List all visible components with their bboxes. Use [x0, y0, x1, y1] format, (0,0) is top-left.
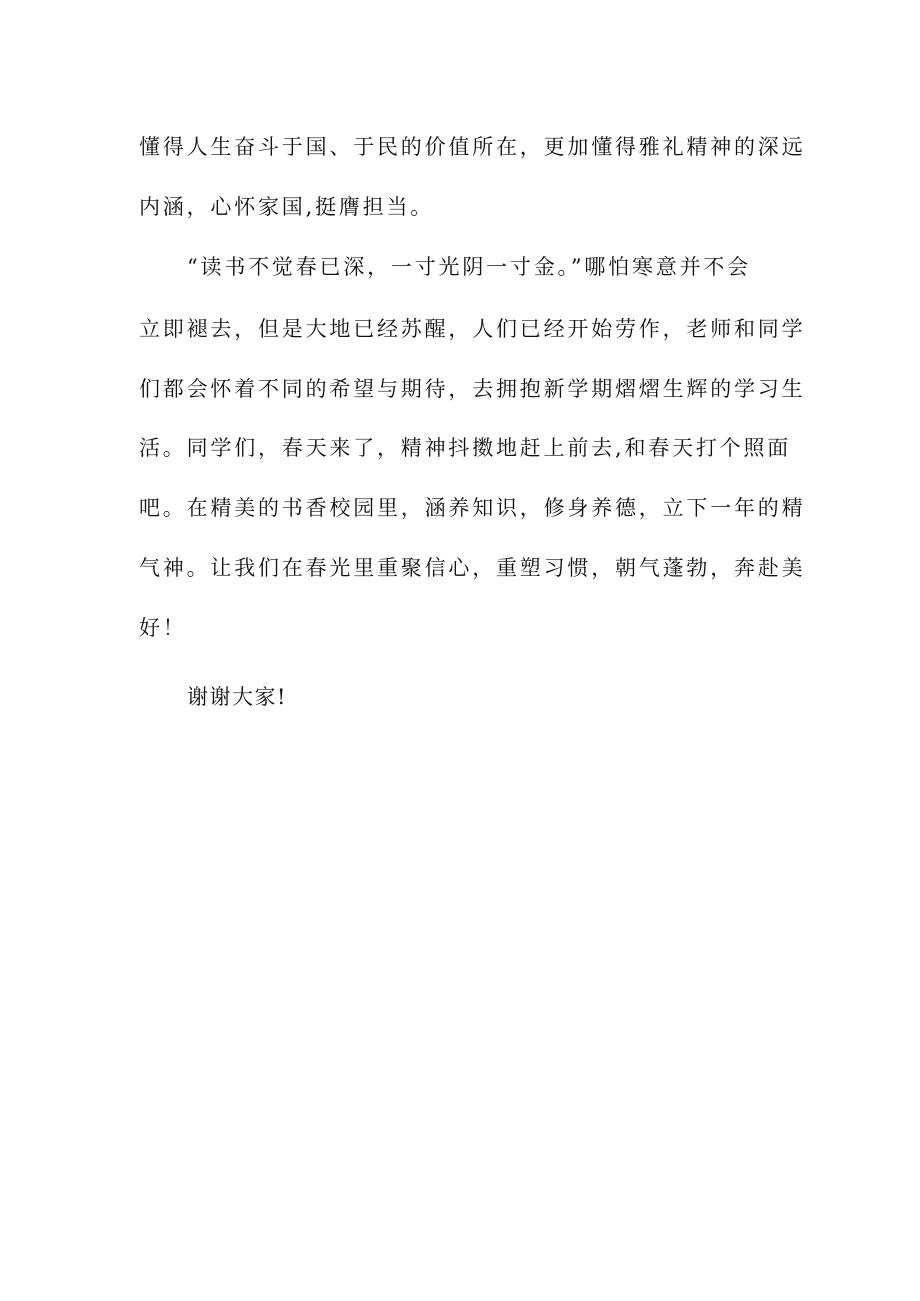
text-line: “读书不觉春已深，一寸光阴一寸金。”哪怕寒意并不会: [187, 255, 751, 279]
text-line: 活。同学们，春天来了，精神抖擞地赶上前去,和春天打个照面: [139, 436, 792, 460]
text-line: 吧。在精美的书香校园里，涵养知识，修身养德，立下一年的精: [139, 496, 806, 520]
text-line: 好！: [139, 616, 187, 640]
text-line: 气神。让我们在春光里重聚信心，重塑习惯，朝气蓬勃，奔赴美: [139, 556, 806, 580]
text-line: 内涵，心怀家国,挺膺担当。: [139, 195, 435, 219]
text-line: 们都会怀着不同的希望与期待，去拥抱新学期熠熠生辉的学习生: [139, 377, 806, 401]
text-line: 懂得人生奋斗于国、于民的价值所在，更加懂得雅礼精神的深远: [139, 135, 806, 159]
closing-line: 谢谢大家!: [187, 685, 287, 709]
text-line: 立即褪去，但是大地已经苏醒，人们已经开始劳作，老师和同学: [139, 317, 806, 341]
